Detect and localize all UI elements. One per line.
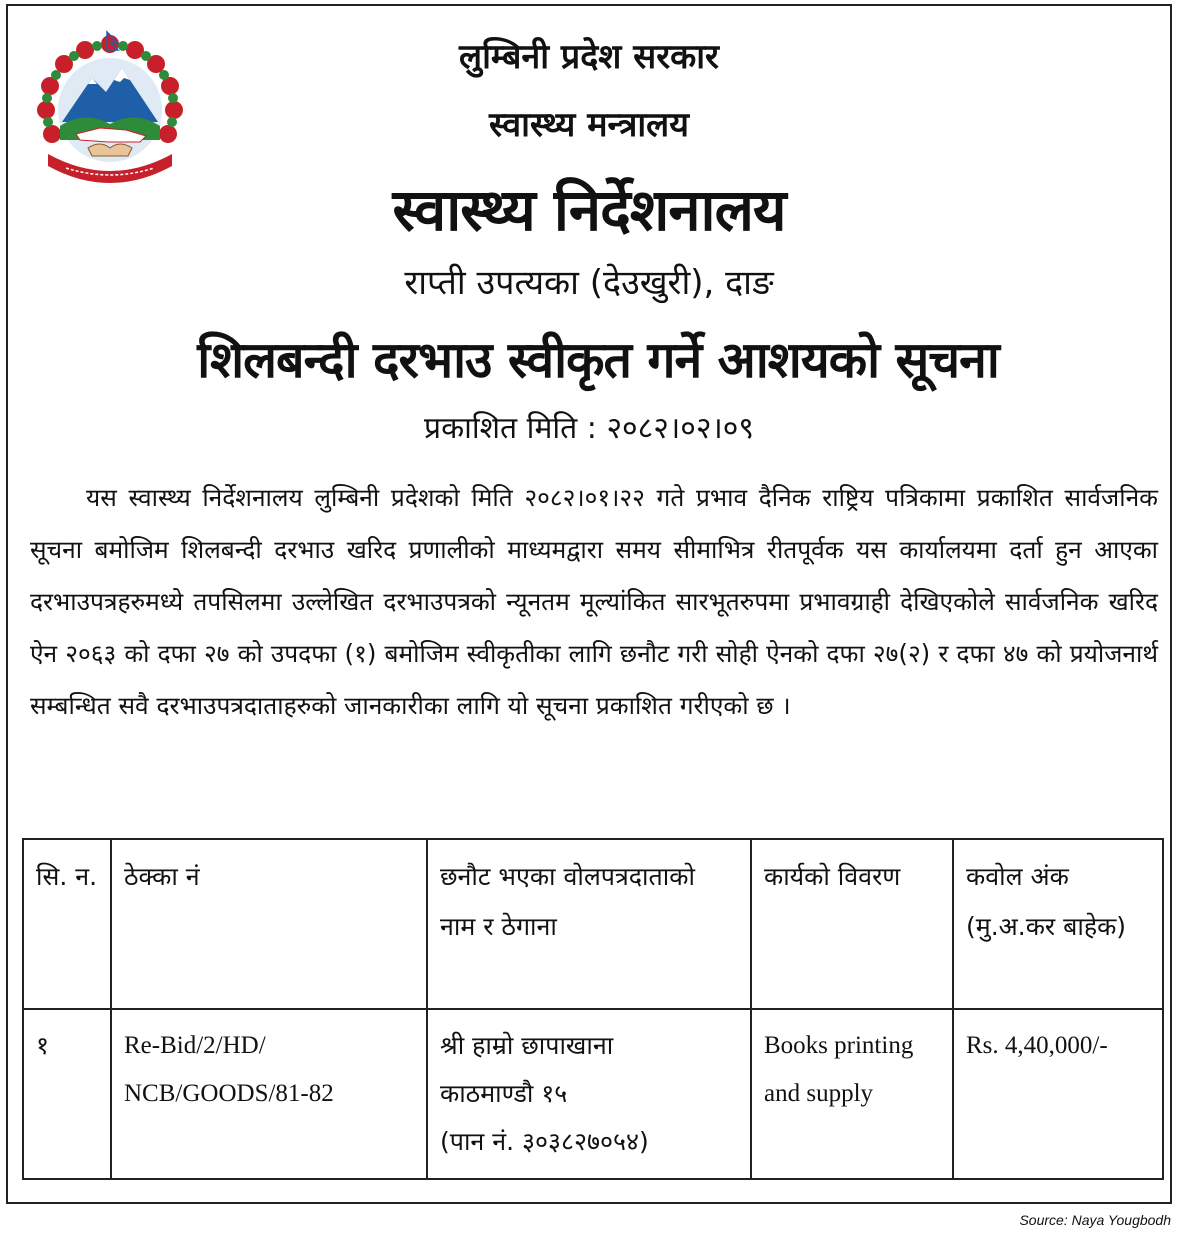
cell-bidder — [427, 1009, 751, 1179]
government-name: लुम्बिनी प्रदेश सरकार — [459, 37, 719, 77]
header-serial-no: सि. न. — [23, 839, 111, 1009]
published-date: प्रकाशित मिति : २०८२।०२।०९ — [424, 411, 754, 446]
cell-contract-no: Re-Bid/2/HD/ NCB/GOODS/81-82 — [111, 1009, 427, 1179]
header-bidder-name-address: छनौट भएका वोलपत्रदाताको नाम र ठेगाना — [427, 839, 751, 1009]
header-contract-no: ठेक्का नं — [111, 839, 427, 1009]
directorate-title: स्वास्थ्य निर्देशनालय — [392, 176, 786, 244]
ministry-name: स्वास्थ्य मन्त्रालय — [489, 105, 689, 145]
header-bid-amount: कवोल अंक (मु.अ.कर बाहेक) — [953, 839, 1163, 1009]
selected-bidder-table — [22, 838, 1164, 1180]
cell-serial-no: १ — [23, 1009, 111, 1179]
notice-title: शिलबन्दी दरभाउ स्वीकृत गर्ने आशयको सूचना — [197, 331, 999, 389]
notice-paragraph: यस स्वास्थ्य निर्देशनालय लुम्बिनी प्रदेशको मिति २०८२।०१।२२ गते प्रभाव दैनिक राष्ट्रिय पत्रिकामा प्रकाशित सार्वजनिक सूचना बमोजिम शिलबन्दी दरभाउ खरिद प्रणालीको माध्यमद्वारा समय सीमाभित्र रीतपूर्वक यस कार्यालयमा दर्ता हुन आएका दरभाउपत्रहरुमध्ये तपसिलमा उल्लेखित दरभाउपत्रको न्यूनतम मूल्यांकित सारभूतरुपमा प्रभावग्राही देखिएकोले सार्वजनिक खरिद ऐन २०६३ को दफा २७ को उपदफा (१) बमोजिम स्वीकृतीका लागि छनौट गरी सोही ऐनको दफा २७(२) र दफा ४७ को प्रयोजनार्थ सम्बन्धित सवै दरभाउपत्रदाताहरुको जानकारीका लागि यो सूचना प्रकाशित गरीएको छ । — [30, 483, 1158, 720]
header-work-description: कार्यको विवरण — [751, 839, 953, 1009]
office-location: राप्ती उपत्यका (देउखुरी), दाङ — [404, 263, 774, 303]
table-header-row — [23, 839, 1163, 1009]
table-row — [23, 1009, 1163, 1179]
cell-bid-amount: Rs. 4,40,000/- — [953, 1009, 1163, 1179]
bidder-address: काठमाण्डौ १५ — [440, 1079, 568, 1108]
bidder-name: श्री हाम्रो छापाखाना — [440, 1031, 614, 1060]
source-credit: Source: Naya Yougbodh — [1019, 1212, 1171, 1228]
cell-work-description: Books printing and supply — [751, 1009, 953, 1179]
bidder-pan: (पान नं. ३०३८२७०५४) — [440, 1127, 649, 1156]
